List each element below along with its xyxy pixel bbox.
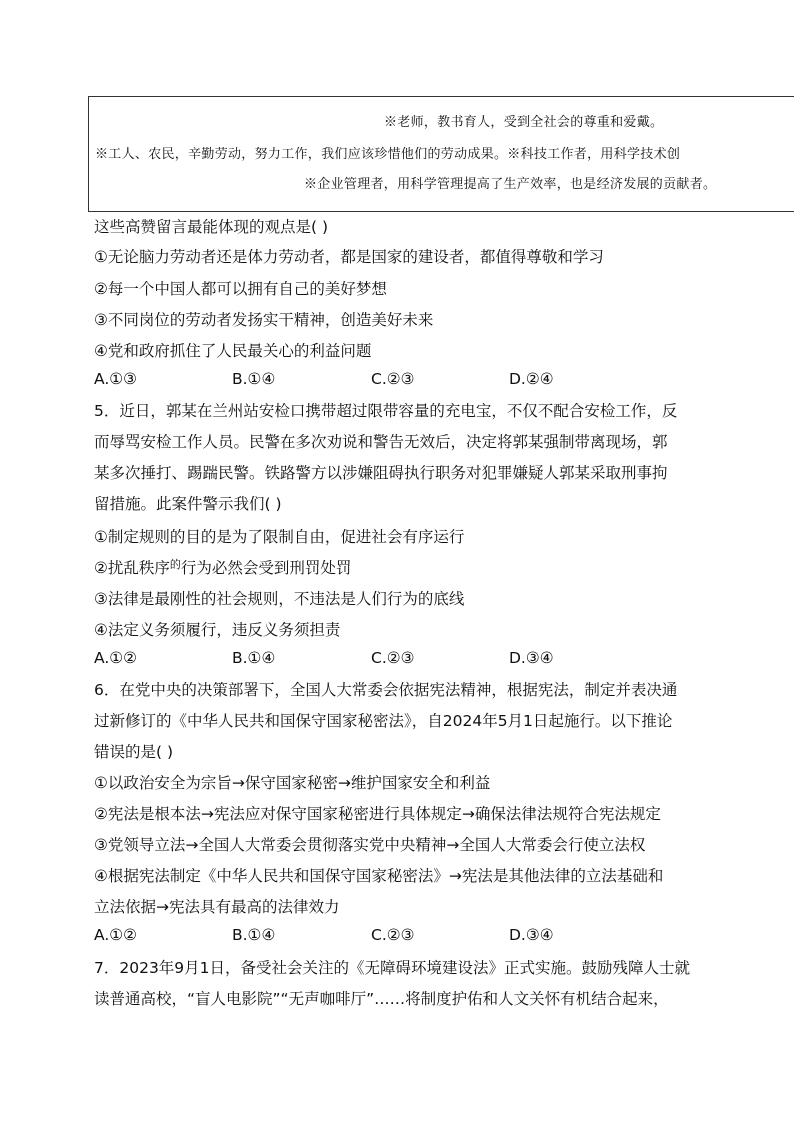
q4-options (94, 370, 714, 390)
q5-item-2-superscript: 的 (169, 558, 181, 571)
q4-option-c[interactable]: C.②③ (371, 370, 415, 388)
q4-option-b[interactable]: B.①④ (232, 370, 276, 388)
q5-stem-line-4: 留措施。此案件警示我们( ) (94, 495, 282, 513)
quote-line-managers: ※企业管理者，用科学管理提高了生产效率，也是经济发展的贡献者。 (304, 177, 717, 192)
q5-stem-line-3: 某多次捶打、踢踹民警。铁路警方以涉嫌阻碍执行职务对犯罪嫌疑人郭某采取刑事拘 (94, 464, 668, 482)
q4-item-4: ④党和政府抓住了人民最关心的利益问题 (94, 342, 372, 360)
q5-option-d[interactable]: D.③④ (509, 649, 554, 667)
q5-stem-line-1: 5．近日，郭某在兰州站安检口携带超过限带容量的充电宝，不仅不配合安检工作，反 (94, 402, 678, 420)
quote-line-teacher: ※老师，教书育人，受到全社会的尊重和爱戴。 (384, 115, 664, 130)
q5-option-a[interactable]: A.①② (94, 649, 138, 667)
q6-option-a[interactable]: A.①② (94, 926, 138, 944)
q6-item-4: ④根据宪法制定《中华人民共和国保守国家秘密法》→宪法是其他法律的立法基础和 (94, 867, 664, 885)
q5-item-4: ④法定义务须履行，违反义务须担责 (94, 621, 341, 639)
q5-item-2-part-1: ②扰乱秩序 (94, 559, 170, 577)
q6-options (94, 926, 714, 946)
q5-stem-line-2: 而辱骂安检工作人员。民警在多次劝说和警告无效后，决定将郭某强制带离现场，郭 (94, 433, 668, 451)
q6-item-3: ③党领导立法→全国人大常委会贯彻落实党中央精神→全国人大常委会行使立法权 (94, 836, 646, 854)
q6-item-2: ②宪法是根本法→宪法应对保守国家秘密进行具体规定→确保法律法规符合宪法规定 (94, 805, 661, 823)
q6-stem-line-3: 错误的是( ) (94, 743, 174, 761)
q5-item-1: ①制定规则的目的是为了限制自由，促进社会有序运行 (94, 528, 465, 546)
quote-line-workers: ※工人、农民，辛勤劳动，努力工作，我们应该珍惜他们的劳动成果。※科技工作者，用科学技术创 (95, 147, 681, 162)
q7-stem-line-1: 7．2023年9月1日，备受社会关注的《无障碍环境建设法》正式实施。鼓励残障人士就 (94, 959, 691, 977)
q5-item-2-part-2: 行为必然会受到刑罚处罚 (180, 559, 352, 577)
q6-item-4-continued: 立法依据→宪法具有最高的法律效力 (94, 898, 340, 916)
q6-option-c[interactable]: C.②③ (371, 926, 415, 944)
q6-item-1: ①以政治安全为宗旨→保守国家秘密→维护国家安全和利益 (94, 774, 491, 792)
q5-option-b[interactable]: B.①④ (232, 649, 276, 667)
q5-options (94, 649, 714, 669)
q4-item-2: ②每一个中国人都可以拥有自己的美好梦想 (94, 280, 387, 298)
q4-item-3: ③不同岗位的劳动者发扬实干精神，创造美好未来 (94, 311, 434, 329)
q4-option-d[interactable]: D.②④ (509, 370, 554, 388)
q6-option-b[interactable]: B.①④ (232, 926, 276, 944)
q5-item-3: ③法律是最刚性的社会规则，不违法是人们行为的底线 (94, 590, 465, 608)
q6-option-d[interactable]: D.③④ (509, 926, 554, 944)
q4-option-a[interactable]: A.①③ (94, 370, 138, 388)
q5-item-2 (94, 556, 351, 578)
q6-stem-line-2: 过新修订的《中华人民共和国保守国家秘密法》，自2024年5月1日起施行。以下推论 (94, 712, 673, 730)
q5-option-c[interactable]: C.②③ (371, 649, 415, 667)
q4-item-1: ①无论脑力劳动者还是体力劳动者，都是国家的建设者，都值得尊敬和学习 (94, 248, 604, 266)
q7-stem-line-2: 读普通高校，“盲人电影院”“无声咖啡厅”……将制度护佑和人文关怀有机结合起来， (94, 990, 669, 1008)
q6-stem-line-1: 6．在党中央的决策部署下，全国人大常委会依据宪法精神，根据宪法，制定并表决通 (94, 681, 678, 699)
q4-stem: 这些高赞留言最能体现的观点是( ) (94, 218, 329, 236)
quote-box (88, 96, 794, 212)
